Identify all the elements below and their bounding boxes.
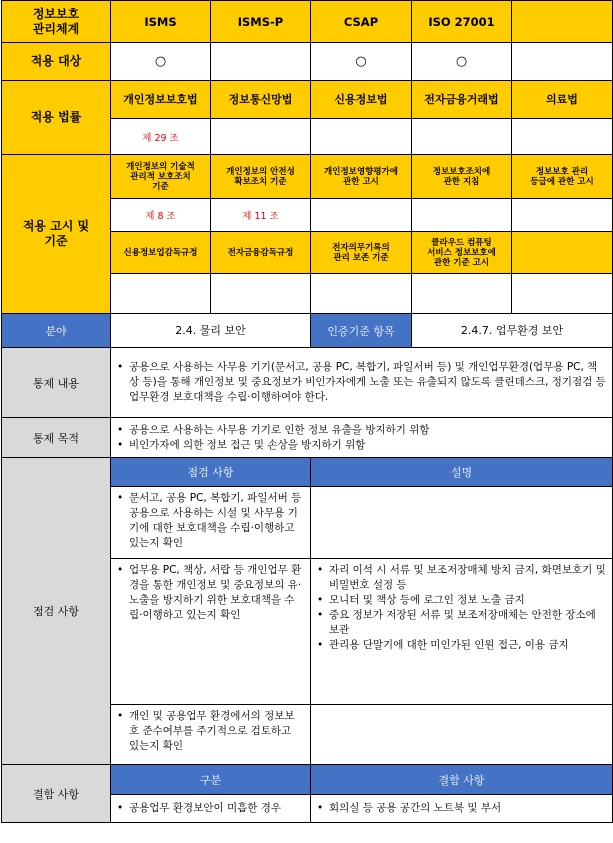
law-ref: 제 29 조 (111, 119, 211, 155)
col-iso27001: ISO 27001 (412, 1, 512, 43)
law-ref (512, 119, 613, 155)
standard-ref (311, 199, 412, 232)
check-label: 점검 사항 (2, 458, 111, 765)
standards-label: 적용 고시 및 기준 (2, 155, 111, 314)
system-label: 정보보호 관리체계 (2, 1, 111, 43)
law-name: 개인정보보호법 (111, 81, 211, 119)
law-ref (311, 119, 412, 155)
check-item-cell (111, 705, 311, 765)
defect-kind-cell (111, 795, 311, 823)
cert-value: 2.4.7. 업무환경 보안 (412, 314, 613, 348)
standard-ref: 제 11 조 (211, 199, 311, 232)
target-label: 적용 대상 (2, 43, 111, 81)
check-item: • 개인 및 공용업무 환경에서의 정보보호 준수여부를 주기적으로 검토하고 있는지 확인 (129, 709, 304, 754)
standard-name: 신용정보업감독규정 (111, 232, 211, 274)
field-value: 2.4. 물리 보안 (111, 314, 311, 348)
law-name: 전자금융거래법 (412, 81, 512, 119)
standard-ref (412, 274, 512, 314)
check-item-cell (111, 487, 311, 559)
standard-name: 개인정보의 안전성 확보조치 기준 (211, 155, 311, 199)
check-desc-cell (311, 705, 613, 765)
standard-ref (412, 199, 512, 232)
defect-kind: • 공용업무 환경보안이 미흡한 경우 (129, 801, 304, 816)
security-mapping-table (1, 0, 613, 823)
defect-label: 결함 사항 (2, 765, 111, 823)
col-empty (512, 1, 613, 43)
defect-col-kind: 구분 (111, 765, 311, 795)
check-item: • 업무용 PC, 책상, 서랍 등 개인업무 환경을 통한 개인정보 및 중요정보의 유·노출을 방지하기 위한 보호대책을 수립·이행하고 있는지 확인 (129, 563, 304, 623)
standard-ref (211, 274, 311, 314)
law-name: 의료법 (512, 81, 613, 119)
check-desc-item: • 중요 정보가 저장된 서류 및 보조저장매체는 안전한 장소에 보관 (329, 608, 606, 638)
standard-ref (512, 274, 613, 314)
control-item: • 공용으로 사용하는 사무용 기기(문서고, 공용 PC, 복합기, 파일서버 등) 및 개인업무환경(업무용 PC, 책상 등)을 통해 개인정보 및 중요정보가 비인가자에게 노출 또는 유출되지 않도록 클린데스크, 정기점검 등 업무환경 보호대책을 수립·이행하여야 한다. (129, 360, 606, 405)
field-label: 분야 (2, 314, 111, 348)
standard-name: 전자의무기록의 관리 보존 기준 (311, 232, 412, 274)
target-mark: ○ (412, 43, 512, 81)
target-mark: ○ (111, 43, 211, 81)
standard-ref (111, 274, 211, 314)
law-ref (211, 119, 311, 155)
laws-label: 적용 법률 (2, 81, 111, 155)
check-desc-item: • 자리 이석 시 서류 및 보조저장매체 방치 금지, 화면보호기 및 비밀번호 설정 등 (329, 563, 606, 593)
target-mark: ○ (311, 43, 412, 81)
target-mark (512, 43, 613, 81)
col-isms: ISMS (111, 1, 211, 43)
standard-name: 전자금융감독규정 (211, 232, 311, 274)
check-item-cell (111, 559, 311, 705)
purpose-content (111, 418, 613, 458)
check-desc-item: • 관리용 단말기에 대한 미인가된 인원 접근, 이용 금지 (329, 638, 606, 653)
purpose-item: • 공용으로 사용하는 사무용 기기로 인한 정보 유출을 방지하기 위함 (129, 423, 606, 438)
standard-name: 클라우드 컴퓨팅 서비스 정보보호에 관한 기준 고시 (412, 232, 512, 274)
law-name: 신용정보법 (311, 81, 412, 119)
law-ref (412, 119, 512, 155)
standard-ref: 제 8 조 (111, 199, 211, 232)
defect-detail-cell (311, 795, 613, 823)
standard-name: 개인정보영향평가에 관한 고시 (311, 155, 412, 199)
check-col-desc: 설명 (311, 458, 613, 487)
law-name: 정보통신망법 (211, 81, 311, 119)
target-mark (211, 43, 311, 81)
standard-name: 정보보호 관리 등급에 관한 고시 (512, 155, 613, 199)
check-item: • 문서고, 공용 PC, 복합기, 파일서버 등 공용으로 사용하는 시설 및 사무용 기기에 대한 보호대책을 수립·이행하고 있는지 확인 (129, 491, 304, 551)
defect-detail: • 회의실 등 공용 공간의 노트북 및 부서 (329, 801, 606, 816)
cert-label: 인증기준 항목 (311, 314, 412, 348)
check-desc-cell (311, 487, 613, 559)
purpose-label: 통제 목적 (2, 418, 111, 458)
control-content (111, 348, 613, 418)
standard-name: 개인정보의 기술적 관리적 보호조치 기준 (111, 155, 211, 199)
control-label: 통제 내용 (2, 348, 111, 418)
check-col-item: 점검 사항 (111, 458, 311, 487)
standard-name (512, 232, 613, 274)
check-desc-item: • 모니터 및 책상 등에 로그인 정보 노출 금지 (329, 593, 606, 608)
standard-name: 정보보호조치에 관한 지침 (412, 155, 512, 199)
standard-ref (512, 199, 613, 232)
standard-ref (311, 274, 412, 314)
defect-col-detail: 결함 사항 (311, 765, 613, 795)
purpose-item: • 비인가자에 의한 정보 접근 및 손상을 방지하기 위함 (129, 438, 606, 453)
col-csap: CSAP (311, 1, 412, 43)
col-isms-p: ISMS-P (211, 1, 311, 43)
check-desc-cell (311, 559, 613, 705)
